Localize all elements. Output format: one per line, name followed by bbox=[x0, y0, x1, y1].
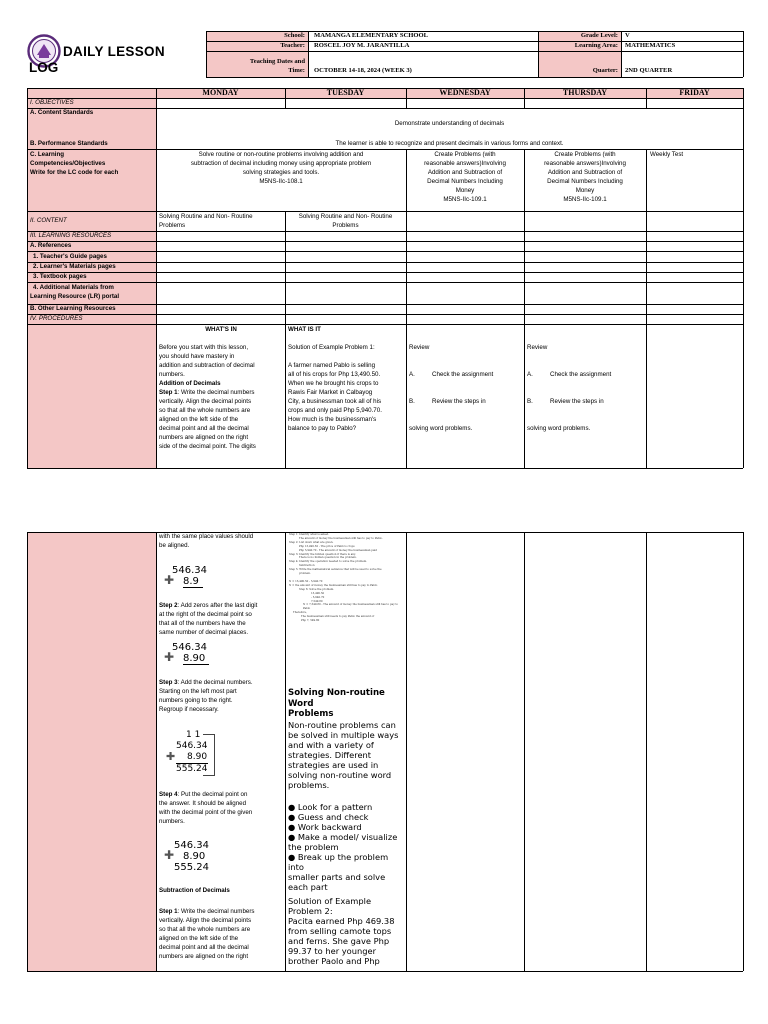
competency-wed: Create Problems (with reasonable answers)Involving Addition and Subtraction of Decimal Numbers Including Money M5NS-IIc-109.1 bbox=[424, 151, 506, 203]
calc-addition-2: 546.34 ✚ 8.90 bbox=[172, 642, 209, 664]
content-tue: Solving Routine and Non- Routine Problems bbox=[298, 213, 393, 229]
row-textbook: 3. Textbook pages bbox=[33, 273, 87, 280]
school-label: School: bbox=[284, 32, 305, 39]
tuesday-procedure-p1: WHAT IS IT Solution of Example Problem 1: A farmer named Pablo is selling all of his crops for Php 13,490.50. When we he brought his crops to Rawis Fair Market in Calbayog City, a businessman took all of his crops and only paid Php 5,940.70. How much is the businessman's balance to pay to Pablo? bbox=[288, 326, 382, 432]
teacher-value: ROSCEL JOY M. JARANTILLA bbox=[314, 42, 410, 49]
teacher-label: Teacher: bbox=[280, 42, 305, 49]
plus-icon: ✚ bbox=[164, 573, 175, 587]
competency-fri: Weekly Test bbox=[650, 151, 684, 158]
calc-addition-3: 1 1 546.34 ✚ 8.90 555.24 bbox=[166, 730, 208, 774]
monday-step3: Step 3: Add the decimal numbers. Starting on the left most part numbers going to the right. Regroup if necessary. bbox=[159, 679, 253, 713]
doc-title: DAILY LESSON bbox=[63, 44, 165, 59]
area-value: MATHEMATICS bbox=[625, 42, 676, 49]
dates-value: OCTOBER 14-18, 2024 (WEEK 3) bbox=[314, 67, 412, 74]
row-teachers-guide: 1. Teacher's Guide pages bbox=[33, 253, 107, 260]
day-monday: MONDAY bbox=[202, 88, 239, 97]
day-wednesday: WEDNESDAY bbox=[439, 88, 491, 97]
grade-label: Grade Level: bbox=[580, 32, 618, 39]
row-other-resources: B. Other Learning Resources bbox=[30, 305, 116, 312]
row-learners-materials: 2. Learner's Materials pages bbox=[33, 263, 116, 270]
row-additional-materials: 4. Additional Materials from Learning Resource (LR) portal bbox=[30, 284, 120, 300]
plus-icon: ✚ bbox=[166, 750, 176, 763]
row-competencies: C. Learning Competencies/Objectives Write for the LC code for each bbox=[30, 151, 119, 176]
tuesday-fine-print-solution: Step 1: Identify what is asked. The amount of money the businessman still has to pay to Pablo. Step 2: List down what are given. Php 13,490.50 - The price of Pablo's crops Php 5,940.70 - The amount of money the businessman paid Step 3: Identify the hidden question if there is any. There is no hidden question in the problem. Step 4: Identify the operation needed to solve the problem. Subtraction Step 5: Write the mathematical sentence that will be used to solve the problem. N = 13,490.50 - 5,940.70 N = the amount of money the businessman still has to pay to Pablo Step 6: Solve the problem. 13,490.50 - 5,940.70 7,549.80 N = 7,549.80 - The amount of money the businessman still has to pay to Pablo Therefore, The businessman still needs to pay Pablo the amount of Php 7, 549.80 bbox=[289, 533, 399, 623]
tuesday-nonroutine-paragraph: Non-routine problems can be solved in multiple ways and with a variety of strategies. Different strategies are used in solving non-routine word problems. bbox=[288, 720, 399, 790]
dates-label-2: Time: bbox=[288, 67, 305, 74]
content-standards-text: Demonstrate understanding of decimals bbox=[394, 120, 505, 127]
doc-title-log: LOG bbox=[29, 60, 59, 75]
performance-standards-text: The learner is able to recognize and present decimals in various forms and context. bbox=[335, 140, 564, 147]
competency-mon-tue: Solve routine or non-routine problems involving addition and subtraction of decimal including money using appropriate problem solving strategies and tools. M5NS-IIc-108.1 bbox=[190, 151, 372, 185]
grade-value: V bbox=[625, 32, 630, 39]
quarter-value: 2ND QUARTER bbox=[625, 67, 673, 74]
calc-addition-1: 546.34 ✚ 8.9 bbox=[164, 565, 207, 587]
calc-addition-4: 546.34 ✚ 8.90 555.24 bbox=[164, 840, 209, 873]
monday-subtraction: Subtraction of Decimals Step 1: Write the decimal numbers vertically. Align the decimal points so that all the whole numbers are aligned on the left side of the decimal point and all the decimal numbers are aligned on the right bbox=[159, 887, 255, 960]
school-value: MAMANGA ELEMENTARY SCHOOL bbox=[314, 32, 429, 39]
row-content-standards: A. Content Standards bbox=[30, 109, 94, 116]
row-performance-standards: B. Performance Standards bbox=[30, 140, 108, 147]
tuesday-strategies-list: ● Look for a pattern ● Guess and check ● Work backward ● Make a model/ visualize the problem ● Break up the problem into smaller parts and solve each part bbox=[288, 802, 398, 892]
dates-label-1: Teaching Dates and bbox=[249, 58, 305, 65]
row-procedures: IV. PROCEDURES bbox=[30, 315, 83, 322]
area-label: Learning Area: bbox=[574, 42, 618, 49]
monday-step2: Step 2: Add zeros after the last digit at the right of the decimal point so that all of the numbers have the same number of decimal places. bbox=[159, 602, 258, 636]
quarter-label: Quarter: bbox=[592, 67, 618, 74]
content-mon: Solving Routine and Non- Routine Problems bbox=[159, 213, 253, 229]
plus-icon: ✚ bbox=[164, 650, 175, 664]
day-thursday: THURSDAY bbox=[562, 88, 608, 97]
row-references: A. References bbox=[30, 242, 72, 249]
monday-step4: Step 4: Put the decimal point on the answer. It should be aligned with the decimal point of the given numbers. bbox=[159, 791, 253, 825]
day-friday: FRIDAY bbox=[679, 88, 710, 97]
monday-procedure-p2: with the same place values should be aligned. bbox=[159, 533, 254, 549]
monday-procedure-p1: WHAT'S IN Before you start with this lesson, you should have mastery in addition and subtraction of decimal numbers. Addition of Decimals Step 1: Write the decimal numbers vertically. Align the decimal points so that all the whole numbers are aligned on the left side of the decimal point and all the decimal numbers are aligned on the right side of the decimal point. The digits bbox=[159, 326, 256, 450]
wednesday-procedure-p1: Review A. Check the assignment B. Review the steps in solving word problems. bbox=[409, 344, 494, 432]
plus-icon: ✚ bbox=[164, 848, 175, 862]
day-tuesday: TUESDAY bbox=[326, 88, 365, 97]
row-content: II. CONTENT bbox=[30, 217, 67, 224]
thursday-procedure-p1: Review A. Check the assignment B. Review the steps in solving word problems. bbox=[527, 344, 612, 432]
row-learning-resources: III. LEARNING RESOURCES bbox=[30, 232, 112, 239]
tuesday-example-problem-2: Solution of Example Problem 2: Pacita earned Php 469.38 from selling camote tops and ferns. She gave Php 99.37 to her younger brother Paolo and Php bbox=[288, 896, 395, 966]
tuesday-heading-nonroutine: Solving Non-routine Word Problems bbox=[288, 688, 385, 719]
row-objectives: I. OBJECTIVES bbox=[30, 99, 74, 106]
competency-thu: Create Problems (with reasonable answers)Involving Addition and Subtraction of Decimal Numbers Including Money M5NS-IIc-109.1 bbox=[544, 151, 626, 203]
